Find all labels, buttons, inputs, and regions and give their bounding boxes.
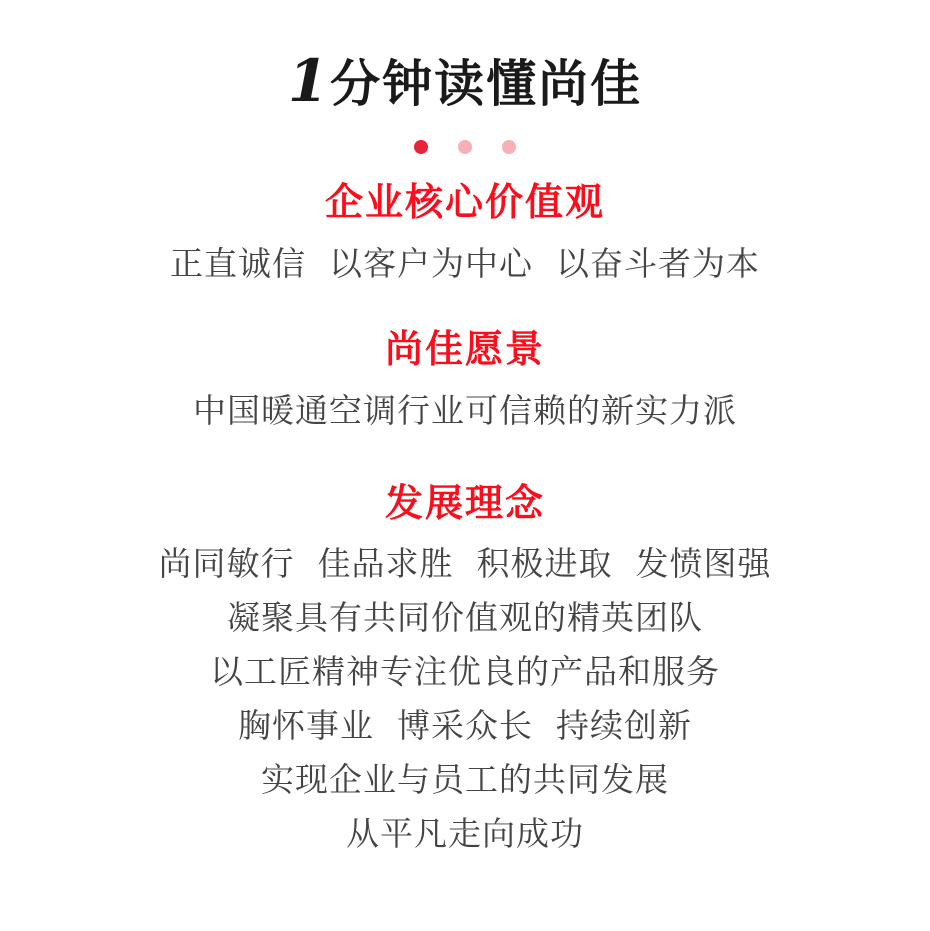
dot-icon-2	[458, 140, 472, 154]
dot-icon-1	[414, 140, 428, 154]
text-line: 尚同敏行 佳品求胜 积极进取 发愤图强	[158, 544, 772, 584]
text-line: 正直诚信 以客户为中心 以奋斗者为本	[170, 243, 760, 283]
dot-icon-3	[502, 140, 516, 154]
section-title-vision: 尚佳愿景	[384, 327, 545, 372]
text-line: 凝聚具有共同价值观的精英团队	[227, 598, 703, 638]
text-line: 胸怀事业 博采众长 持续创新	[238, 706, 692, 745]
text-line: 从平凡走向成功	[346, 813, 584, 853]
headline-number: 1	[287, 47, 329, 115]
page-title	[287, 47, 643, 115]
section-vision	[30, 327, 900, 440]
decorative-dots	[414, 140, 516, 154]
headline-text: 分钟读懂尚佳	[330, 55, 643, 113]
section-core-values	[30, 180, 900, 293]
section-body-development-philosophy	[30, 540, 900, 857]
text-line: 中国暖通空调行业可信赖的新实力派	[193, 391, 737, 431]
section-title-core-values: 企业核心价值观	[324, 180, 605, 224]
section-body-core-values	[30, 240, 900, 288]
text-line: 实现企业与员工的共同发展	[261, 759, 669, 799]
text-line: 以工匠精神专注优良的产品和服务	[210, 652, 720, 692]
section-title-development-philosophy: 发展理念	[384, 480, 545, 525]
section-development-philosophy	[30, 481, 900, 864]
section-body-vision	[30, 387, 900, 435]
